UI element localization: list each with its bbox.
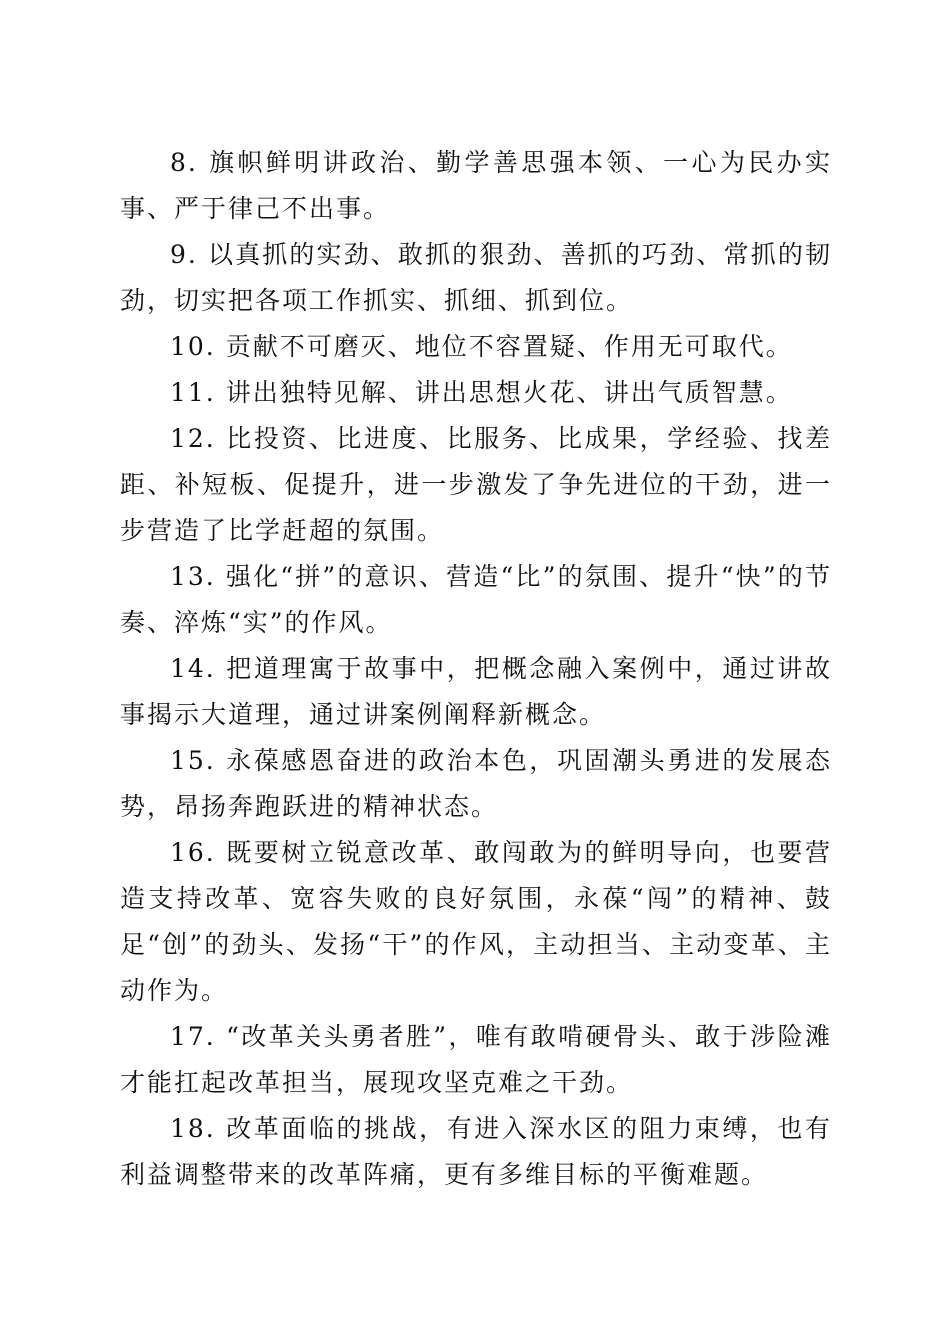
list-item-14: 14. 把道理寓于故事中，把概念融入案例中，通过讲故事揭示大道理，通过讲案例阐释新概念。 — [120, 654, 832, 729]
list-item-8: 8. 旗帜鲜明讲政治、勤学善思强本领、一心为民办实事、严于律己不出事。 — [120, 148, 832, 223]
document-body — [120, 140, 832, 1198]
list-item-11: 11. 讲出独特见解、讲出思想火花、讲出气质智慧。 — [170, 378, 793, 407]
list-item-13: 13. 强化“拼”的意识、营造“比”的氛围、提升“快”的节奏、淬炼“实”的作风。 — [120, 562, 832, 637]
list-item-16: 16. 既要树立锐意改革、敢闯敢为的鲜明导向，也要营造支持改革、宽容失败的良好氛围，永葆“闯”的精神、鼓足“创”的劲头、发扬“干”的作风，主动担当、主动变革、主动作为。 — [120, 838, 832, 1005]
list-item-17: 17. “改革关头勇者胜”，唯有敢啃硬骨头、敢于涉险滩才能扛起改革担当，展现攻坚克难之干劲。 — [120, 1022, 832, 1097]
list-item-18: 18. 改革面临的挑战，有进入深水区的阻力束缚，也有利益调整带来的改革阵痛，更有多维目标的平衡难题。 — [120, 1114, 832, 1189]
list-item-9: 9. 以真抓的实劲、敢抓的狠劲、善抓的巧劲、常抓的韧劲，切实把各项工作抓实、抓细、抓到位。 — [120, 240, 832, 315]
list-item-10: 10. 贡献不可磨灭、地位不容置疑、作用无可取代。 — [170, 332, 793, 361]
list-item-12: 12. 比投资、比进度、比服务、比成果，学经验、找差距、补短板、促提升，进一步激发了争先进位的干劲，进一步营造了比学赶超的氛围。 — [120, 424, 832, 545]
list-item-15: 15. 永葆感恩奋进的政治本色，巩固潮头勇进的发展态势，昂扬奔跑跃进的精神状态。 — [120, 746, 832, 821]
